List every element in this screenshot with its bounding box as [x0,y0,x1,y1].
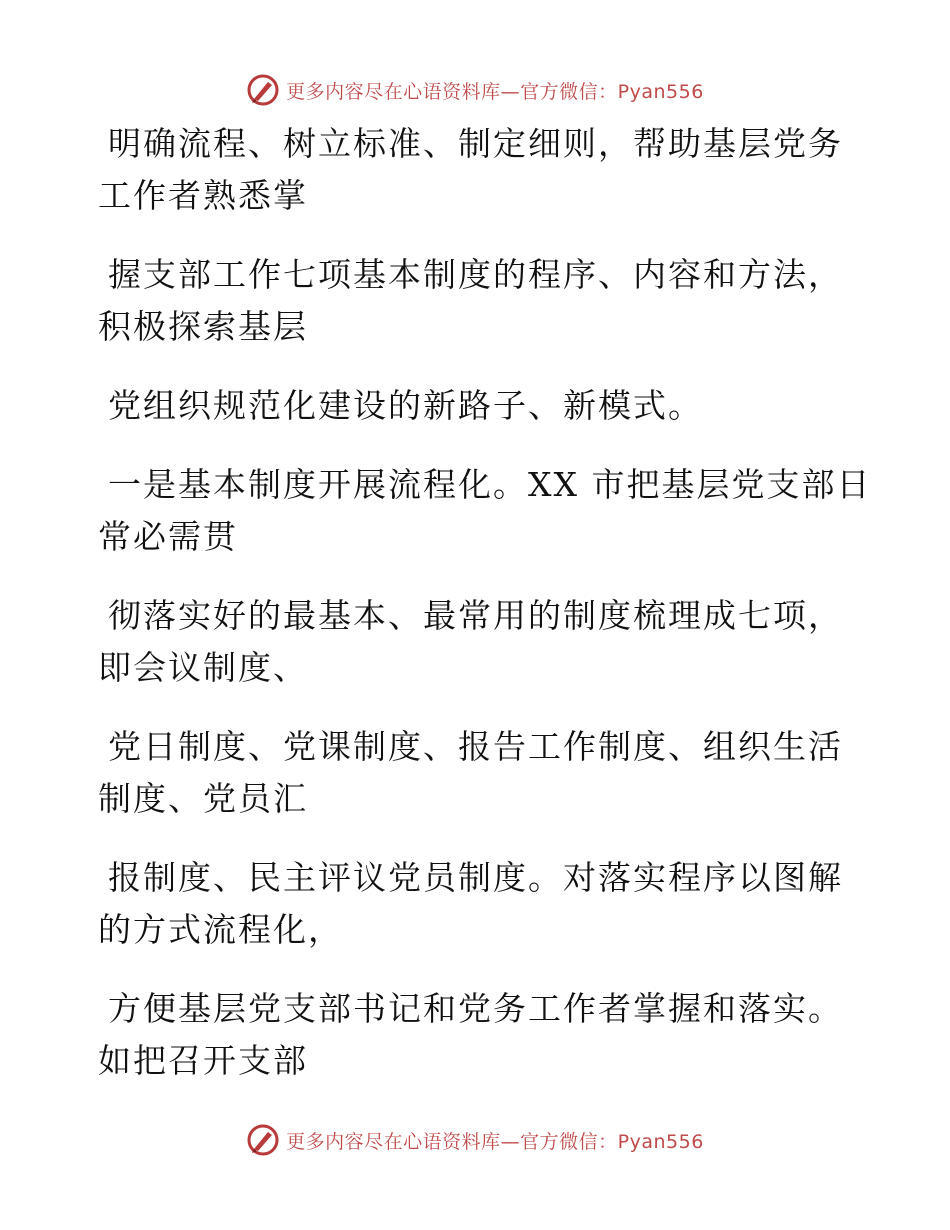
paragraph-6-line-1: 党日制度、党课制度、报告工作制度、组织生活 [108,727,843,766]
header-banner [0,70,950,110]
paragraph-5 [98,590,858,694]
paragraph-2-line-1: 握支部工作七项基本制度的程序、内容和方法， [108,255,843,294]
paragraph-6-line-2: 制度、党员汇 [98,779,308,818]
paragraph-4-line-2: 常必需贯 [98,517,238,556]
paragraph-3-line-1: 党组织规范化建设的新路子、新模式。 [108,386,703,425]
paragraph-8-line-2: 如把召开支部 [98,1041,308,1080]
paragraph-7-line-1: 报制度、民主评议党员制度。对落实程序以图解 [108,858,843,897]
paragraph-2-line-2: 积极探索基层 [98,307,308,346]
paragraph-7 [98,852,858,956]
paragraph-3 [98,380,858,432]
paragraph-7-line-2: 的方式流程化， [98,910,343,949]
paragraph-2 [98,249,858,353]
paragraph-4-line-1: 一是基本制度开展流程化。XX 市把基层党支部日 [108,465,872,504]
pen-logo-icon [246,73,280,107]
paragraph-8-line-1: 方便基层党支部书记和党务工作者掌握和落实。 [108,989,843,1028]
paragraph-4 [98,459,872,563]
pen-logo-icon [246,1123,280,1157]
paragraph-1-line-1: 明确流程、树立标准、制定细则，帮助基层党务 [108,124,843,163]
document-body [98,118,872,1114]
header-banner-text: 更多内容尽在心语资料库—官方微信：Pyan556 [286,80,704,103]
paragraph-1-line-2: 工作者熟悉掌 [98,176,308,215]
paragraph-5-line-1: 彻落实好的最基本、最常用的制度梳理成七项， [108,596,843,635]
footer-banner-text: 更多内容尽在心语资料库—官方微信：Pyan556 [286,1130,704,1153]
paragraph-5-line-2: 即会议制度、 [98,648,308,687]
footer-banner [0,1120,950,1160]
paragraph-8 [98,983,858,1087]
paragraph-1 [98,118,858,222]
paragraph-6 [98,721,858,825]
